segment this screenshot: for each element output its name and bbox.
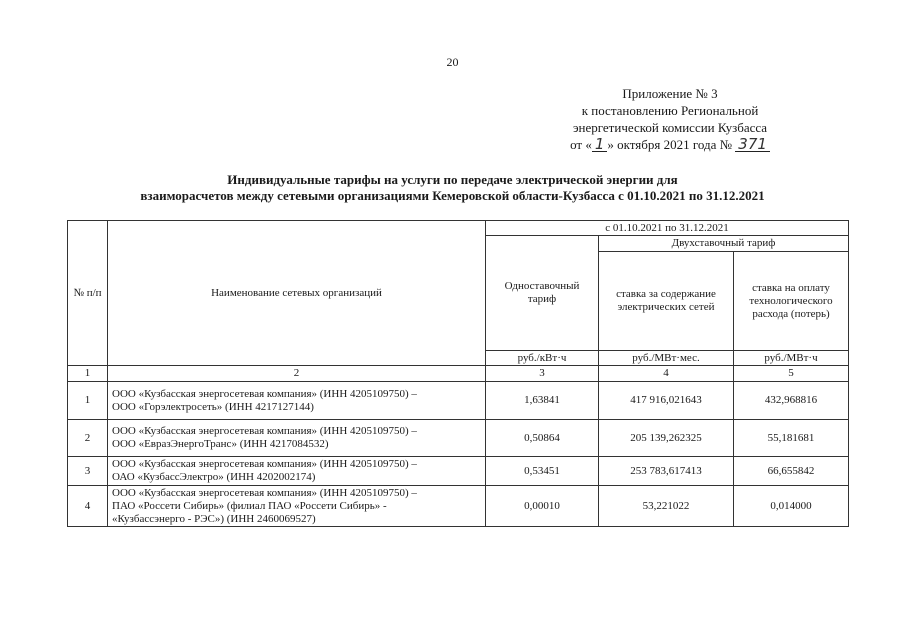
table-row (68, 457, 849, 486)
appendix-resolution-line: к постановлению Региональной (581, 103, 759, 118)
header-losses: ставка на оплату технологического расхода (потерь) (734, 252, 849, 351)
organization-name (108, 382, 486, 420)
maintenance-value: 53,221022 (599, 486, 734, 527)
header-row-period (68, 221, 849, 236)
title-line-1: Индивидуальные тарифы на услуги по передаче электрической энергии для (227, 172, 678, 187)
single-rate-value: 0,50864 (486, 420, 599, 457)
table-row (68, 420, 849, 457)
name-line: ООО «ЕвразЭнергоТранс» (ИНН 4217084532) (112, 438, 329, 450)
column-number: 2 (108, 366, 486, 382)
row-number: 1 (68, 382, 108, 420)
single-rate-value: 0,00010 (486, 486, 599, 527)
name-line: «Кузбассэнерго - РЭС») (ИНН 2460069527) (112, 512, 316, 525)
unit-single-rate: руб./кВт·ч (486, 351, 599, 366)
name-line: ООО «Кузбасская энергосетевая компания» (ИНН 4205109750) – (112, 458, 417, 470)
appendix-title: Приложение № 3 (622, 86, 718, 101)
column-number-row (68, 366, 849, 382)
column-number: 5 (734, 366, 849, 382)
header-single-rate: Одноставочный тариф (486, 236, 599, 351)
header-maintenance: ставка за содержание электрических сетей (599, 252, 734, 351)
date-middle: » октября 2021 года № (607, 137, 733, 152)
row-number: 4 (68, 486, 108, 527)
table-row (68, 486, 849, 527)
maintenance-value: 253 783,617413 (599, 457, 734, 486)
header-name: Наименование сетевых организаций (108, 221, 486, 366)
name-line: ОАО «КузбассЭлектро» (ИНН 4202002174) (112, 471, 316, 483)
name-line: ПАО «Россети Сибирь» (филиал ПАО «Россети Сибирь» - (112, 499, 387, 512)
name-line: ООО «Кузбасская энергосетевая компания» (ИНН 4205109750) – (112, 425, 417, 437)
organization-name (108, 486, 486, 527)
losses-value: 0,014000 (734, 486, 849, 527)
organization-name (108, 420, 486, 457)
column-number: 3 (486, 366, 599, 382)
header-two-part: Двухставочный тариф (599, 236, 849, 252)
name-line: ООО «Горэлектросеть» (ИНН 4217127144) (112, 400, 314, 413)
row-number: 3 (68, 457, 108, 486)
appendix-block (520, 85, 820, 153)
losses-value: 432,968816 (734, 382, 849, 420)
unit-losses: руб./МВт·ч (734, 351, 849, 366)
header-no: № п/п (68, 221, 108, 366)
column-number: 1 (68, 366, 108, 382)
losses-value: 55,181681 (734, 420, 849, 457)
column-number: 4 (599, 366, 734, 382)
header-period: с 01.10.2021 по 31.12.2021 (486, 221, 849, 236)
title-line-2: взаиморасчетов между сетевыми организациями Кемеровской области-Кузбасса с 01.10.2021 по 31.12.2021 (140, 188, 765, 203)
appendix-date-line (520, 136, 820, 153)
tariffs-table (67, 220, 849, 527)
single-rate-value: 0,53451 (486, 457, 599, 486)
single-rate-value: 1,63841 (486, 382, 599, 420)
handwritten-number: 371 (735, 137, 770, 152)
document-title (0, 172, 905, 204)
date-prefix: от « (570, 137, 592, 152)
appendix-commission-line: энергетической комиссии Кузбасса (572, 120, 768, 135)
row-number: 2 (68, 420, 108, 457)
maintenance-value: 205 139,262325 (599, 420, 734, 457)
name-line: ООО «Кузбасская энергосетевая компания» (ИНН 4205109750) – (112, 387, 417, 400)
organization-name (108, 457, 486, 486)
losses-value: 66,655842 (734, 457, 849, 486)
handwritten-day: 1 (592, 137, 608, 152)
table-row (68, 382, 849, 420)
maintenance-value: 417 916,021643 (599, 382, 734, 420)
unit-maintenance: руб./МВт·мес. (599, 351, 734, 366)
page-number: 20 (446, 55, 459, 69)
name-line: ООО «Кузбасская энергосетевая компания» (ИНН 4205109750) – (112, 486, 417, 499)
